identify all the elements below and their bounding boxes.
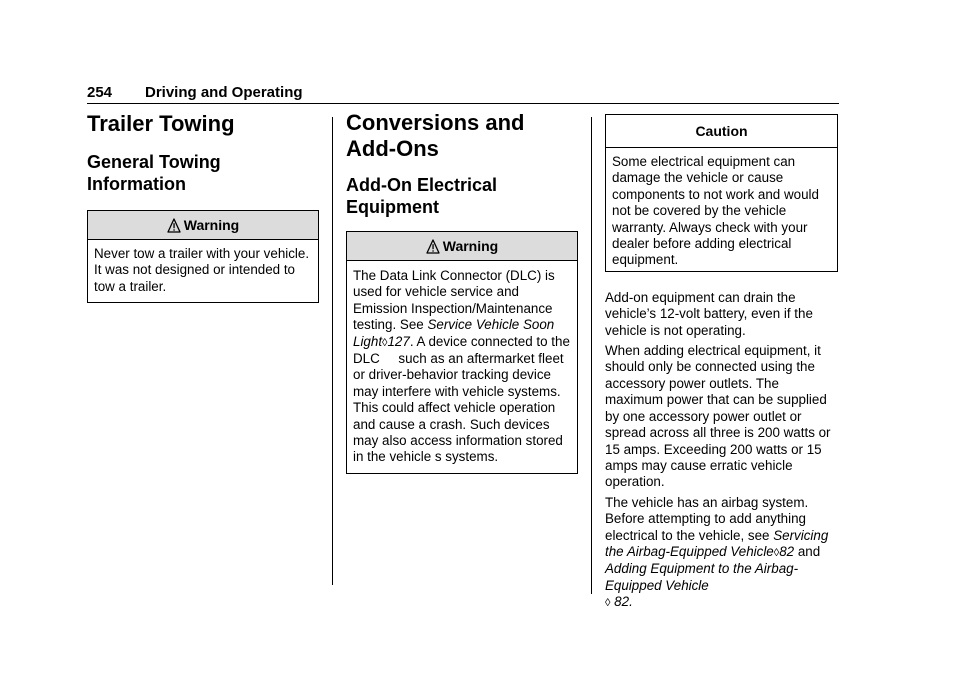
page-ref[interactable]: 127 [387,333,410,349]
caution-text: Some electrical equipment can damage the vehicle or cause components to not work and would not be covered by the vehicle warranty. Always check with your dealer before adding electrical equipment. [612,154,819,268]
section-title: Driving and Operating [145,84,303,101]
warning-header [88,211,318,240]
general-towing-heading: General Towing Information [87,152,221,194]
column-2 [346,110,578,474]
warning-text: Never tow a trailer with your vehicle. It was not designed or intended to tow a trailer. [94,246,310,294]
dlc-warning-box [346,231,578,474]
caution-box [605,114,838,272]
warning-label: Warning [442,238,499,254]
conversions-heading: Conversions and Add-Ons [346,110,525,161]
caution-header: Caution [606,115,837,148]
column-divider-2 [591,117,592,594]
warning-text: The Data Link Connector (DLC) is used for vehicle service and Emission Inspection/Maintenance testing. See Service Vehicle Soon Light◊127. A device connected to the DLC such as an aftermarket fleet or driver-behavior tracking device may interfere with vehicle systems. This could affect vehicle operation and cause a crash. Such devices may also access information stored in the vehicle s systems. [353,268,574,465]
page-ref[interactable]: 82 [614,594,630,610]
warning-triangle-icon [167,218,181,233]
warning-label: Warning [183,217,240,233]
column-3 [605,114,838,616]
servicing-airbag-link[interactable]: Servicing the Airbag-Equipped Vehicle [605,527,829,559]
page-ref-icon: ◊ [773,546,780,559]
page-ref-icon: ◊ [605,597,611,610]
battery-paragraph: Add-on equipment can drain the vehicle’s 12-volt battery, even if the vehicle is not operating. [605,289,813,338]
adding-equipment-link[interactable]: Adding Equipment to the Airbag-Equipped Vehicle [605,561,799,593]
warning-triangle-icon [426,239,440,254]
trailer-warning-box [87,210,319,303]
warning-header [347,232,577,261]
page-ref[interactable]: 82 [779,543,795,559]
page-header [87,84,839,102]
add-on-electrical-heading: Add-On Electrical Equipment [346,175,498,217]
column-divider-1 [332,117,333,585]
header-rule [87,103,839,104]
trailer-towing-heading: Trailer Towing [87,111,235,136]
service-vehicle-soon-link[interactable]: Service Vehicle Soon Light [353,317,555,349]
airbag-paragraph: The vehicle has an airbag system. Before attempting to add anything electrical to the vehicle, see Servicing the Airbag-Equipped Vehicle◊82 and Adding Equipment to the Airbag-Equipped Vehicle ◊ 82. [605,494,829,610]
page-number: 254 [87,84,113,101]
page-ref-icon: ◊ [382,336,388,349]
power-outlet-paragraph: When adding electrical equipment, it should only be connected using the accessory power outlets. The maximum power that can be supplied by one accessory power outlet or spread across all three is 200 watts or 15 amps. Exceeding 200 watts or 15 amps may cause erratic vehicle operation. [605,343,831,490]
column-1 [87,110,319,303]
